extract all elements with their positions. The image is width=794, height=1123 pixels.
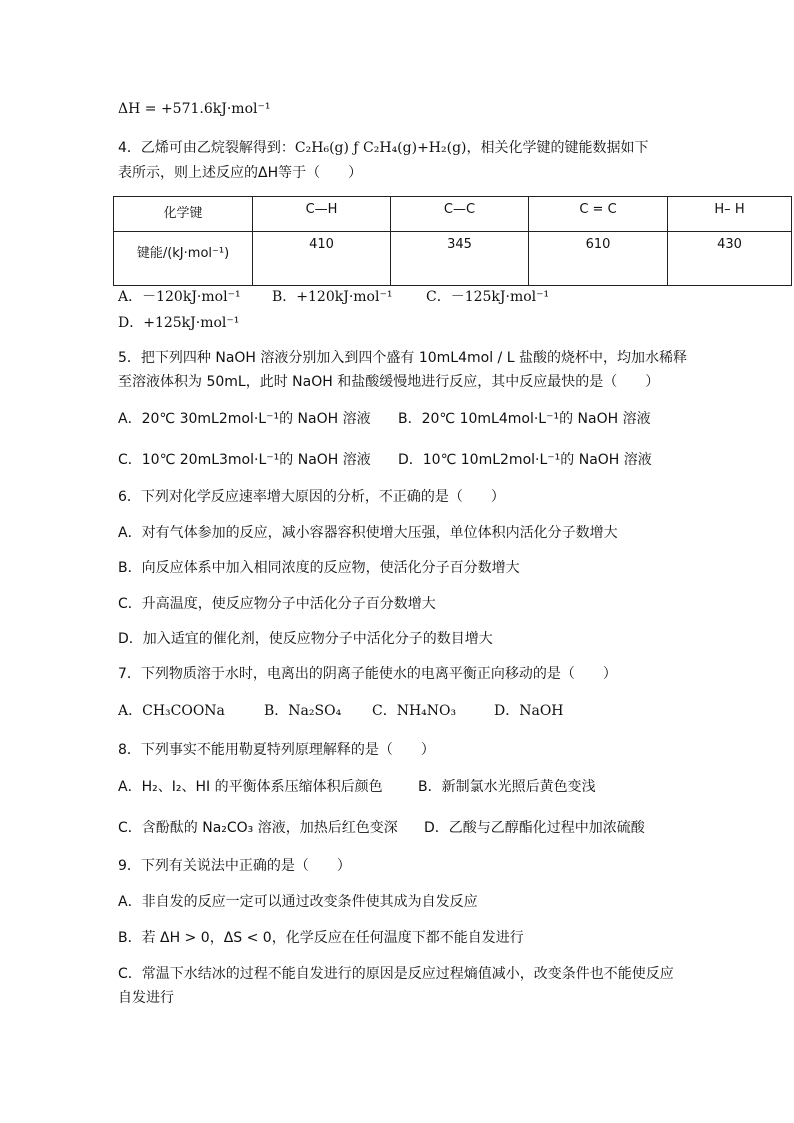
q7-stem: 7．下列物质溶于水时，电离出的阴离子能使水的电离平衡正向移动的是（ ） <box>118 666 617 682</box>
table-header-cell: C—H <box>253 197 391 232</box>
q7-option-a: A．CH₃COONa <box>118 703 225 719</box>
q4-option-a: A．－120kJ·mol⁻¹ <box>118 289 241 305</box>
q4-stem-line2: 表所示，则上述反应的ΔH等于（ ） <box>118 165 363 181</box>
table-header-row <box>114 197 792 232</box>
q4-stem-line1 <box>118 138 649 158</box>
q5-option-a: A．20℃ 30mL2mol·L⁻¹的 NaOH 溶液 <box>118 411 371 427</box>
q8-option-b: B．新制氯水光照后黄色变浅 <box>418 779 596 795</box>
q4-stem-suffix: ，相关化学键的键能数据如下 <box>466 140 649 156</box>
q8-option-a: A．H₂、I₂、HI 的平衡体系压缩体积后颜色 <box>118 779 383 795</box>
table-cell: 410 <box>253 232 391 286</box>
table-row <box>114 232 792 286</box>
q9-option-a: A．非自发的反应一定可以通过改变条件使其成为自发反应 <box>118 894 478 910</box>
table-header-cell: C = C <box>529 197 668 232</box>
q8-option-d: D．乙酸与乙醇酯化过程中加浓硫酸 <box>424 820 645 836</box>
q4-stem-prefix: 4．乙烯可由乙烷裂解得到： <box>118 140 295 156</box>
q4-option-c: C．－125kJ·mol⁻¹ <box>426 289 550 305</box>
q9-option-c-line1: C．常温下水结冰的过程不能自发进行的原因是反应过程熵值减小，改变条件也不能使反应 <box>118 966 674 982</box>
q6-option-b: B．向反应体系中加入相同浓度的反应物，使活化分子百分数增大 <box>118 560 520 576</box>
q7-option-d: D．NaOH <box>494 703 564 719</box>
q7-option-c: C．NH₄NO₃ <box>372 703 457 719</box>
table-header-cell: H– H <box>668 197 792 232</box>
table-header-cell: C—C <box>391 197 529 232</box>
table-header-cell: 化学键 <box>114 197 253 232</box>
q8-option-c: C．含酚酞的 Na₂CO₃ 溶液，加热后红色变深 <box>118 820 398 836</box>
q4-reaction: C₂H₆(g) ƒ C₂H₄(g)+H₂(g) <box>294 140 467 156</box>
q4-option-d: D．+125kJ·mol⁻¹ <box>118 315 240 331</box>
q3-delta-h: ΔH = +571.6kJ·mol⁻¹ <box>118 101 271 117</box>
q6-stem: 6．下列对化学反应速率增大原因的分析，不正确的是（ ） <box>118 489 505 505</box>
q7-option-b: B．Na₂SO₄ <box>264 703 342 719</box>
table-cell: 345 <box>391 232 529 286</box>
q5-stem-line1: 5．把下列四种 NaOH 溶液分别加入到四个盛有 10mL4mol / L 盐酸的烧杯中，均加水稀释 <box>118 350 687 366</box>
q6-option-d: D．加入适宜的催化剂，使反应物分子中活化分子的数目增大 <box>118 631 493 647</box>
bond-energy-table <box>113 196 792 286</box>
q5-option-d: D．10℃ 10mL2mol·L⁻¹的 NaOH 溶液 <box>398 452 652 468</box>
q5-option-b: B．20℃ 10mL4mol·L⁻¹的 NaOH 溶液 <box>398 411 651 427</box>
q9-option-b: B．若 ΔH > 0，ΔS < 0，化学反应在任何温度下都不能自发进行 <box>118 930 524 946</box>
table-cell: 610 <box>529 232 668 286</box>
q6-option-c: C．升高温度，使反应物分子中活化分子百分数增大 <box>118 596 436 612</box>
table-cell: 键能/(kJ·mol⁻¹) <box>114 232 253 286</box>
q9-stem: 9．下列有关说法中正确的是（ ） <box>118 858 351 874</box>
table-cell: 430 <box>668 232 792 286</box>
q6-option-a: A．对有气体参加的反应，减小容器容积使增大压强，单位体积内活化分子数增大 <box>118 525 618 541</box>
q9-option-c-line2: 自发进行 <box>118 990 174 1006</box>
q8-stem: 8．下列事实不能用勒夏特列原理解释的是（ ） <box>118 742 435 758</box>
q5-option-c: C．10℃ 20mL3mol·L⁻¹的 NaOH 溶液 <box>118 452 371 468</box>
q5-stem-line2: 至溶液体积为 50mL，此时 NaOH 和盐酸缓慢地进行反应，其中反应最快的是（ ） <box>118 374 660 390</box>
q4-option-b: B．+120kJ·mol⁻¹ <box>272 289 393 305</box>
